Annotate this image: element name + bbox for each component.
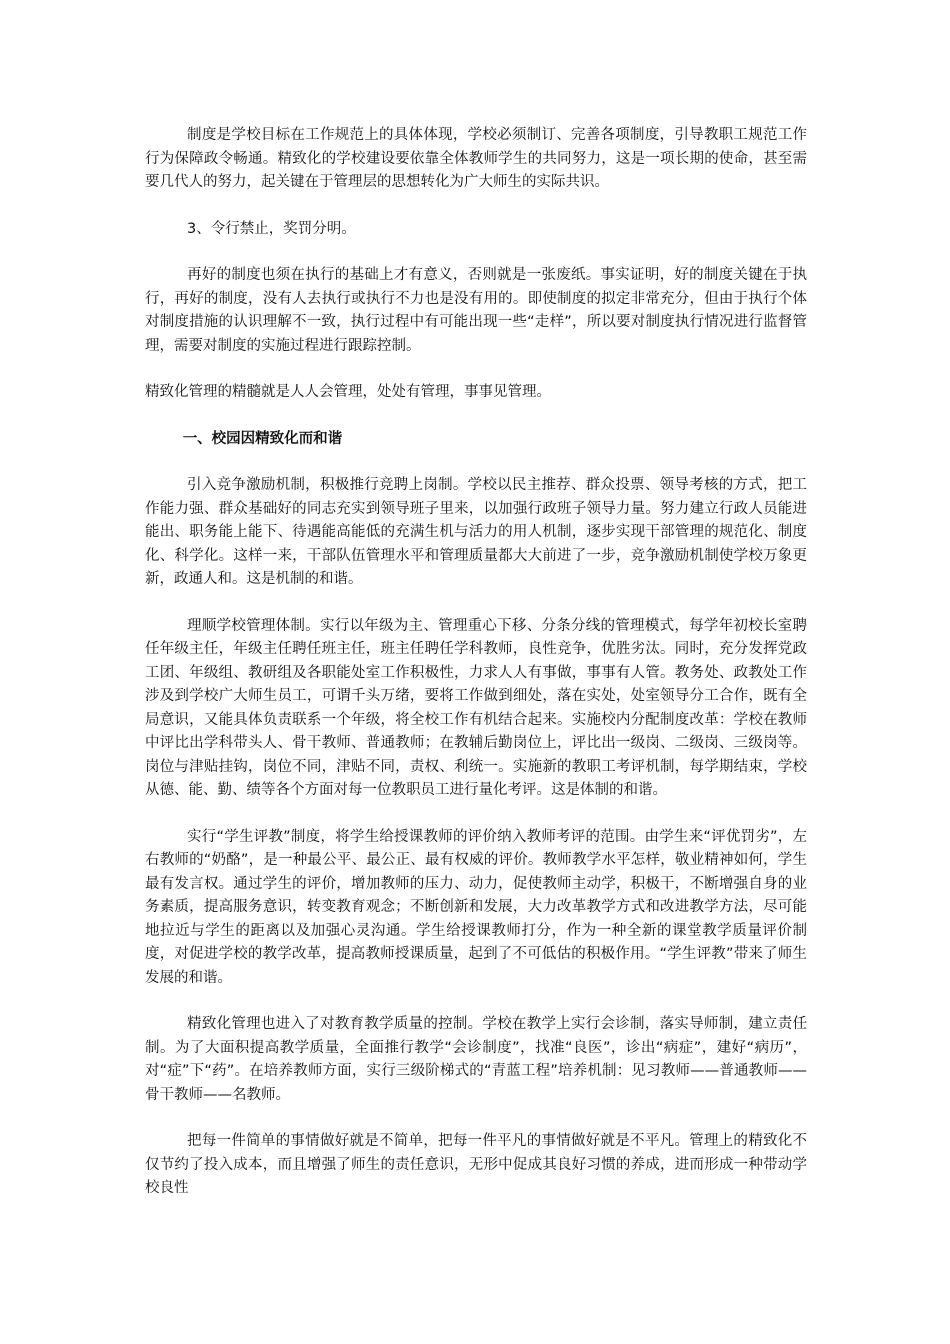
- paragraph: 理顺学校管理体制。实行以年级为主、管理重心下移、分条分线的管理模式，每学年初校长室聘任年级主任，年级主任聘任班主任，班主任聘任学科教师，良性竞争，优胜劣汰。同时，充分发挥党政工团、年级组、教研组及各职能处室工作积极性，力求人人有事做，事事有人管。教务处、政教处工作涉及到学校广大师生员工，可谓千头万绪，要将工作做到细处，落在实处，处室领导分工合作，既有全局意识，又能具体负责联系一个年级，将全校工作有机结合起来。实施校内分配制度改革：学校在教师中评比出学科带头人、骨干教师、普通教师；在教辅后勤岗位上，评比出一级岗、二级岗、三级岗等。岗位与津贴挂钩，岗位不同，津贴不同，责权、利统一。实施新的教职工考评机制，每学期结束，学校从德、能、勤、绩等各个方面对每一位教职员工进行量化考评。这是体制的和谐。: [145, 617, 807, 798]
- paragraph: 把每一件简单的事情做好就是不简单，把每一件平凡的事情做好就是不平凡。管理上的精致化不仅节约了投入成本，而且增强了师生的责任意识，无形中促成其良好习惯的养成，进而形成一种带动学校良性: [145, 1133, 807, 1196]
- paragraph: 再好的制度也须在执行的基础上才有意义，否则就是一张废纸。事实证明，好的制度关键在于执行，再好的制度，没有人去执行或执行不力也是没有用的。即使制度的拟定非常充分，但由于执行个体对制度措施的认识理解不一致，执行过程中有可能出现一些“走样”，所以要对制度执行情况进行监督管理，需要对制度的实施过程进行跟踪控制。: [145, 267, 807, 354]
- paragraph: 实行“学生评教”制度，将学生给授课教师的评价纳入教师考评的范围。由学生来“评优罚劣”，左右教师的“奶酪”，是一种最公平、最公正、最有权威的评价。教师教学水平怎样，敬业精神如何，学生最有发言权。通过学生的评价，增加教师的压力、动力，促使教师主动学，积极干，不断增强自身的业务素质，提高服务意识，转变教育观念；不断创新和发展，大力改革教学方式和改进教学方法，尽可能地拉近与学生的距离以及加强心灵沟通。学生给授课教师打分，作为一种全新的课堂教学质量评价制度，对促进学校的教学改革，提高教师授课质量，起到了不可低估的积极作用。“学生评教”带来了师生发展的和谐。: [145, 828, 807, 986]
- document-body: [145, 124, 807, 1224]
- paragraph: 引入竞争激励机制，积极推行竞聘上岗制。学校以民主推荐、群众投票、领导考核的方式，把工作能力强、群众基础好的同志充实到领导班子里来，以加强行政班子领导力量。努力建立行政人员能进能出、职务能上能下、待遇能高能低的充满生机与活力的用人机制，逐步实现干部管理的规范化、制度化、科学化。这样一来，干部队伍管理水平和管理质量都大大前进了一步，竞争激励机制使学校万象更新，政通人和。这是机制的和谐。: [145, 477, 807, 587]
- section-heading: 一、校园因精致化而和谐: [182, 430, 343, 447]
- paragraph: 制度是学校目标在工作规范上的具体体现，学校必须制订、完善各项制度，引导教职工规范工作行为保障政令畅通。精致化的学校建设要依靠全体教师学生的共同努力，这是一项长期的使命，甚至需要几代人的努力，起关键在于管理层的思想转化为广大师生的实际共识。: [145, 127, 807, 190]
- paragraph: 精致化管理的精髓就是人人会管理，处处有管理，事事见管理。: [145, 384, 551, 400]
- paragraph: 精致化管理也进入了对教育教学质量的控制。学校在教学上实行会诊制，落实导师制，建立责任制。为了大面积提高教学质量，全面推行教学“会诊制度”，找准“良医”，诊出“病症”，建好“病历”，对“症”下“药”。在培养教师方面，实行三级阶梯式的“青蓝工程”培养机制：见习教师——普通教师——骨干教师——名教师。: [145, 1016, 807, 1103]
- section-subheading: 3、令行禁止，奖罚分明。: [187, 220, 356, 237]
